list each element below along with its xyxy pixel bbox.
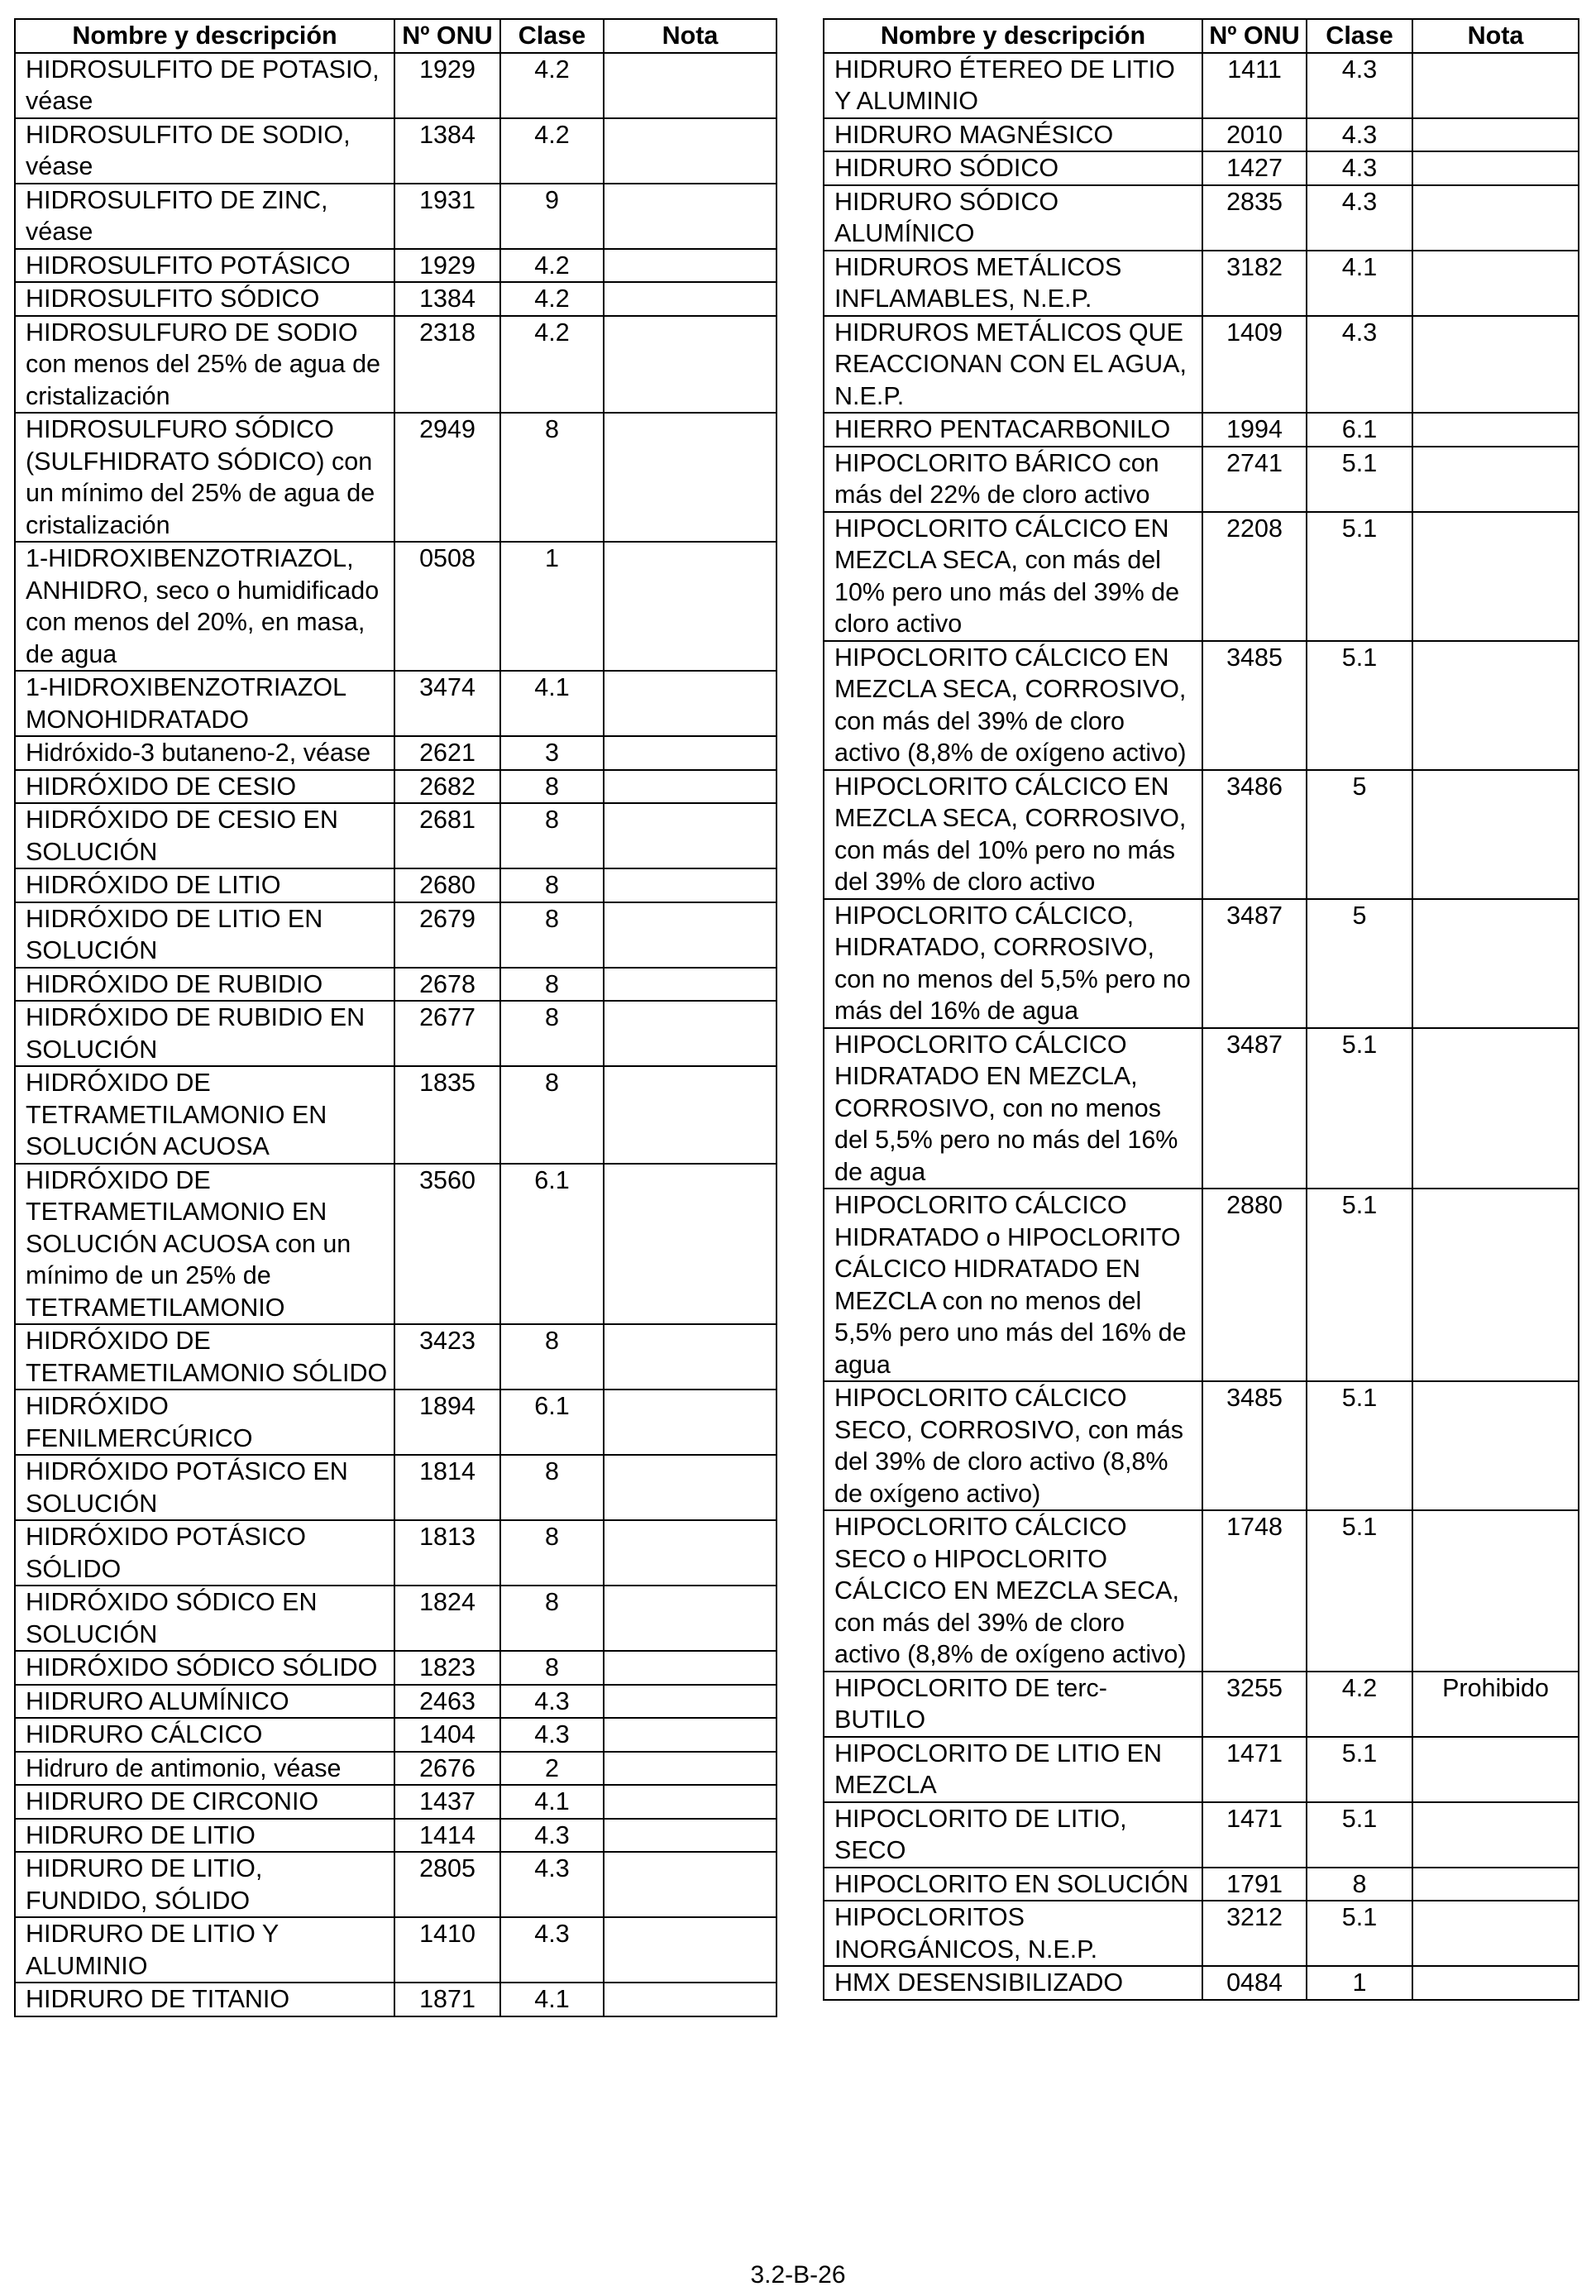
- cell-note: [604, 736, 776, 770]
- cell-class: 5.1: [1307, 1381, 1412, 1510]
- cell-name: HIPOCLORITO CÁLCICO HIDRATADO o HIPOCLORITO CÁLCICO HIDRATADO EN MEZCLA con no menos del 5,5% pero uno más del 16% de agua: [824, 1189, 1202, 1381]
- cell-class: 2: [500, 1752, 604, 1786]
- cell-class: 4.2: [500, 53, 604, 118]
- cell-note: [1412, 1901, 1579, 1966]
- table-row: [15, 1917, 776, 1983]
- cell-class: 5.1: [1307, 1028, 1412, 1189]
- cell-un-number: 1384: [394, 118, 500, 184]
- cell-note: [604, 770, 776, 804]
- cell-class: 4.1: [500, 1785, 604, 1819]
- cell-name: HIDRURO DE LITIO: [15, 1819, 394, 1853]
- table-row: [15, 1651, 776, 1685]
- cell-class: 5.1: [1307, 1802, 1412, 1868]
- cell-un-number: 1871: [394, 1983, 500, 2016]
- table-row: [15, 671, 776, 736]
- cell-un-number: 2208: [1202, 512, 1307, 641]
- cell-un-number: 3487: [1202, 1028, 1307, 1189]
- header-note: Nota: [604, 19, 776, 53]
- cell-name: HIDRURO DE CIRCONIO: [15, 1785, 394, 1819]
- cell-un-number: 1823: [394, 1651, 500, 1685]
- cell-un-number: 3255: [1202, 1672, 1307, 1737]
- cell-name: HIPOCLORITO CÁLCICO EN MEZCLA SECA, con más del 10% pero uno más del 39% de cloro activo: [824, 512, 1202, 641]
- table-row: [15, 1718, 776, 1752]
- cell-class: 5.1: [1307, 1737, 1412, 1802]
- cell-class: 4.2: [500, 282, 604, 316]
- cell-name: HIDROSULFITO DE SODIO, véase: [15, 118, 394, 184]
- cell-un-number: 2682: [394, 770, 500, 804]
- cell-name: Hidruro de antimonio, véase: [15, 1752, 394, 1786]
- cell-class: 5.1: [1307, 512, 1412, 641]
- cell-name: HIPOCLORITO CÁLCICO HIDRATADO EN MEZCLA, CORROSIVO, con no menos del 5,5% pero no más del 16% de agua: [824, 1028, 1202, 1189]
- cell-un-number: 1427: [1202, 151, 1307, 185]
- cell-note: [1412, 1510, 1579, 1672]
- cell-un-number: 3486: [1202, 770, 1307, 899]
- cell-note: [1412, 1966, 1579, 2000]
- dangerous-goods-table-left: [14, 18, 777, 2017]
- cell-class: 4.3: [1307, 118, 1412, 152]
- table-row: [15, 1983, 776, 2016]
- cell-un-number: 1814: [394, 1455, 500, 1520]
- cell-name: HIDRURO CÁLCICO: [15, 1718, 394, 1752]
- cell-note: [604, 1752, 776, 1786]
- cell-name: HIDRURO DE LITIO Y ALUMINIO: [15, 1917, 394, 1983]
- table-row: [824, 151, 1579, 185]
- cell-note: [1412, 1189, 1579, 1381]
- cell-class: 6.1: [1307, 413, 1412, 447]
- cell-name: HIDRÓXIDO FENILMERCÚRICO: [15, 1390, 394, 1455]
- cell-class: 8: [500, 868, 604, 902]
- cell-class: 4.3: [500, 1685, 604, 1719]
- cell-un-number: 1409: [1202, 316, 1307, 414]
- cell-class: 5.1: [1307, 1189, 1412, 1381]
- cell-un-number: 2741: [1202, 447, 1307, 512]
- cell-un-number: 3485: [1202, 1381, 1307, 1510]
- table-row: [15, 1001, 776, 1066]
- cell-name: HIPOCLORITO CÁLCICO EN MEZCLA SECA, CORROSIVO, con más del 10% pero no más del 39% de cloro activo: [824, 770, 1202, 899]
- table-row: [15, 53, 776, 118]
- cell-note: [604, 282, 776, 316]
- cell-name: HIDROSULFURO DE SODIO con menos del 25% de agua de cristalización: [15, 316, 394, 414]
- cell-class: 6.1: [500, 1164, 604, 1325]
- cell-name: 1-HIDROXIBENZOTRIAZOL, ANHIDRO, seco o humidificado con menos del 20%, en masa, de agua: [15, 542, 394, 671]
- cell-un-number: 1813: [394, 1520, 500, 1586]
- table-row: [15, 1685, 776, 1719]
- cell-name: HIDRURO ALUMÍNICO: [15, 1685, 394, 1719]
- cell-note: [1412, 53, 1579, 118]
- cell-un-number: 2949: [394, 413, 500, 542]
- cell-class: 4.3: [500, 1917, 604, 1983]
- cell-class: 8: [500, 770, 604, 804]
- cell-name: HIDRÓXIDO SÓDICO SÓLIDO: [15, 1651, 394, 1685]
- cell-name: HIERRO PENTACARBONILO: [824, 413, 1202, 447]
- cell-note: [604, 1520, 776, 1586]
- cell-note: [604, 968, 776, 1002]
- header-name: Nombre y descripción: [824, 19, 1202, 53]
- cell-name: HIDROSULFITO DE ZINC, véase: [15, 184, 394, 249]
- cell-note: [604, 1066, 776, 1164]
- cell-class: 8: [500, 413, 604, 542]
- cell-name: HIDRÓXIDO DE LITIO: [15, 868, 394, 902]
- cell-un-number: 0508: [394, 542, 500, 671]
- cell-note: [604, 1852, 776, 1917]
- cell-note: [604, 868, 776, 902]
- cell-note: [604, 1917, 776, 1983]
- table-row: [15, 868, 776, 902]
- cell-un-number: 3485: [1202, 641, 1307, 770]
- table-row: [15, 1066, 776, 1164]
- cell-name: HIDROSULFITO DE POTASIO, véase: [15, 53, 394, 118]
- cell-class: 8: [500, 1001, 604, 1066]
- cell-un-number: 1824: [394, 1586, 500, 1651]
- cell-note: [604, 413, 776, 542]
- cell-un-number: 3560: [394, 1164, 500, 1325]
- cell-name: HIDRURO SÓDICO: [824, 151, 1202, 185]
- cell-class: 5.1: [1307, 641, 1412, 770]
- table-row: [824, 413, 1579, 447]
- table-row: [824, 1901, 1579, 1966]
- cell-un-number: 2621: [394, 736, 500, 770]
- cell-note: [1412, 1381, 1579, 1510]
- cell-class: 4.1: [500, 1983, 604, 2016]
- cell-un-number: 1931: [394, 184, 500, 249]
- table-row: [15, 1752, 776, 1786]
- cell-note: [604, 1651, 776, 1685]
- table-row: [824, 1672, 1579, 1737]
- cell-note: [1412, 1868, 1579, 1901]
- table-row: [15, 1164, 776, 1325]
- cell-un-number: 3474: [394, 671, 500, 736]
- cell-un-number: 1384: [394, 282, 500, 316]
- cell-note: [604, 542, 776, 671]
- header-class: Clase: [1307, 19, 1412, 53]
- cell-class: 5: [1307, 770, 1412, 899]
- cell-un-number: 1411: [1202, 53, 1307, 118]
- cell-name: HIDRÓXIDO DE CESIO: [15, 770, 394, 804]
- table-row: [15, 1819, 776, 1853]
- cell-name: HIPOCLORITO BÁRICO con más del 22% de cloro activo: [824, 447, 1202, 512]
- table-row: [15, 803, 776, 868]
- cell-note: [1412, 512, 1579, 641]
- cell-name: HIDRÓXIDO POTÁSICO SÓLIDO: [15, 1520, 394, 1586]
- cell-note: [604, 1785, 776, 1819]
- cell-un-number: 2010: [1202, 118, 1307, 152]
- cell-un-number: 0484: [1202, 1966, 1307, 2000]
- cell-un-number: 2676: [394, 1752, 500, 1786]
- cell-name: HIDRÓXIDO DE RUBIDIO: [15, 968, 394, 1002]
- cell-name: HIPOCLORITO CÁLCICO SECO o HIPOCLORITO CÁLCICO EN MEZCLA SECA, con más del 39% de cloro activo (8,8% de oxígeno activo): [824, 1510, 1202, 1672]
- cell-name: HIPOCLORITOS INORGÁNICOS, N.E.P.: [824, 1901, 1202, 1966]
- table-row: [15, 1785, 776, 1819]
- cell-un-number: 2463: [394, 1685, 500, 1719]
- cell-name: 1-HIDROXIBENZOTRIAZOL MONOHIDRATADO: [15, 671, 394, 736]
- table-row: [15, 902, 776, 968]
- cell-un-number: 1471: [1202, 1737, 1307, 1802]
- table-body-left: [15, 53, 776, 2016]
- cell-name: HIDRÓXIDO DE TETRAMETILAMONIO EN SOLUCIÓN ACUOSA con un mínimo de un 25% de TETRAMETILAMONIO: [15, 1164, 394, 1325]
- cell-class: 4.3: [1307, 53, 1412, 118]
- cell-class: 8: [1307, 1868, 1412, 1901]
- cell-note: [604, 1685, 776, 1719]
- cell-note: [604, 184, 776, 249]
- cell-name: HIDRURO DE TITANIO: [15, 1983, 394, 2016]
- table-row: [824, 770, 1579, 899]
- table-row: [15, 968, 776, 1002]
- header-note: Nota: [1412, 19, 1579, 53]
- cell-name: HIDRÓXIDO DE TETRAMETILAMONIO SÓLIDO: [15, 1324, 394, 1390]
- cell-un-number: 3487: [1202, 899, 1307, 1028]
- cell-class: 4.3: [500, 1819, 604, 1853]
- cell-un-number: 1471: [1202, 1802, 1307, 1868]
- table-row: [15, 770, 776, 804]
- table-row: [15, 316, 776, 414]
- cell-class: 3: [500, 736, 604, 770]
- cell-note: [1412, 770, 1579, 899]
- table-row: [824, 512, 1579, 641]
- cell-note: [604, 118, 776, 184]
- cell-name: HIPOCLORITO DE LITIO, SECO: [824, 1802, 1202, 1868]
- cell-note: [1412, 151, 1579, 185]
- header-class: Clase: [500, 19, 604, 53]
- table-row: [15, 1455, 776, 1520]
- table-row: [824, 899, 1579, 1028]
- table-header-row: [824, 19, 1579, 53]
- cell-name: HMX DESENSIBILIZADO: [824, 1966, 1202, 2000]
- cell-name: HIDRURO SÓDICO ALUMÍNICO: [824, 185, 1202, 251]
- table-row: [824, 1510, 1579, 1672]
- table-row: [15, 542, 776, 671]
- cell-un-number: 1404: [394, 1718, 500, 1752]
- cell-class: 1: [1307, 1966, 1412, 2000]
- cell-un-number: 1437: [394, 1785, 500, 1819]
- dangerous-goods-table-right: [823, 18, 1579, 2001]
- cell-note: [1412, 1737, 1579, 1802]
- cell-note: [1412, 413, 1579, 447]
- cell-name: HIDRÓXIDO POTÁSICO EN SOLUCIÓN: [15, 1455, 394, 1520]
- cell-name: HIDRURO MAGNÉSICO: [824, 118, 1202, 152]
- table-row: [15, 184, 776, 249]
- cell-note: [1412, 899, 1579, 1028]
- header-un-number: Nº ONU: [394, 19, 500, 53]
- table-row: [824, 1802, 1579, 1868]
- cell-class: 8: [500, 1324, 604, 1390]
- table-row: [15, 1852, 776, 1917]
- cell-name: HIDRUROS METÁLICOS QUE REACCIONAN CON EL AGUA, N.E.P.: [824, 316, 1202, 414]
- cell-note: [1412, 641, 1579, 770]
- cell-un-number: 1929: [394, 53, 500, 118]
- cell-un-number: 1414: [394, 1819, 500, 1853]
- cell-note: [604, 1324, 776, 1390]
- cell-note: [604, 1164, 776, 1325]
- cell-name: HIPOCLORITO CÁLCICO, HIDRATADO, CORROSIVO, con no menos del 5,5% pero no más del 16% de agua: [824, 899, 1202, 1028]
- cell-note: [604, 671, 776, 736]
- cell-class: 4.3: [1307, 185, 1412, 251]
- cell-un-number: 2880: [1202, 1189, 1307, 1381]
- cell-note: Prohibido: [1412, 1672, 1579, 1737]
- cell-class: 4.3: [500, 1718, 604, 1752]
- cell-name: HIDRUROS METÁLICOS INFLAMABLES, N.E.P.: [824, 251, 1202, 316]
- cell-un-number: 1929: [394, 249, 500, 283]
- cell-note: [1412, 251, 1579, 316]
- cell-name: HIDROSULFURO SÓDICO (SULFHIDRATO SÓDICO) con un mínimo del 25% de agua de cristalización: [15, 413, 394, 542]
- cell-note: [1412, 185, 1579, 251]
- table-header-row: [15, 19, 776, 53]
- cell-class: 4.3: [1307, 151, 1412, 185]
- cell-note: [604, 1718, 776, 1752]
- cell-class: 4.2: [500, 249, 604, 283]
- cell-class: 4.3: [1307, 316, 1412, 414]
- cell-un-number: 1791: [1202, 1868, 1307, 1901]
- cell-name: HIDRÓXIDO DE TETRAMETILAMONIO EN SOLUCIÓN ACUOSA: [15, 1066, 394, 1164]
- cell-un-number: 3423: [394, 1324, 500, 1390]
- table-row: [15, 1586, 776, 1651]
- cell-un-number: 3212: [1202, 1901, 1307, 1966]
- cell-name: HIDRÓXIDO DE CESIO EN SOLUCIÓN: [15, 803, 394, 868]
- page-number: 3.2-B-26: [750, 2261, 846, 2289]
- table-row: [824, 1868, 1579, 1901]
- cell-class: 8: [500, 902, 604, 968]
- cell-un-number: 2677: [394, 1001, 500, 1066]
- cell-note: [604, 1390, 776, 1455]
- cell-note: [604, 1455, 776, 1520]
- table-row: [824, 641, 1579, 770]
- cell-name: HIPOCLORITO CÁLCICO SECO, CORROSIVO, con más del 39% de cloro activo (8,8% de oxígeno activo): [824, 1381, 1202, 1510]
- cell-note: [1412, 1028, 1579, 1189]
- cell-class: 8: [500, 968, 604, 1002]
- cell-note: [604, 53, 776, 118]
- table-row: [824, 185, 1579, 251]
- cell-class: 8: [500, 1586, 604, 1651]
- table-row: [824, 118, 1579, 152]
- cell-class: 4.2: [500, 316, 604, 414]
- table-row: [824, 1189, 1579, 1381]
- cell-name: HIDRURO DE LITIO, FUNDIDO, SÓLIDO: [15, 1852, 394, 1917]
- table-row: [15, 118, 776, 184]
- cell-note: [604, 803, 776, 868]
- cell-note: [604, 1983, 776, 2016]
- cell-class: 8: [500, 1520, 604, 1586]
- cell-class: 8: [500, 1455, 604, 1520]
- cell-un-number: 1835: [394, 1066, 500, 1164]
- cell-class: 8: [500, 803, 604, 868]
- table-row: [824, 251, 1579, 316]
- cell-name: HIPOCLORITO DE terc-BUTILO: [824, 1672, 1202, 1737]
- table-row: [824, 1028, 1579, 1189]
- table-row: [824, 316, 1579, 414]
- cell-un-number: 2680: [394, 868, 500, 902]
- cell-un-number: 3182: [1202, 251, 1307, 316]
- cell-name: HIDRÓXIDO SÓDICO EN SOLUCIÓN: [15, 1586, 394, 1651]
- cell-class: 5: [1307, 899, 1412, 1028]
- cell-class: 4.1: [500, 671, 604, 736]
- table-row: [824, 53, 1579, 118]
- cell-name: HIPOCLORITO EN SOLUCIÓN: [824, 1868, 1202, 1901]
- cell-note: [1412, 1802, 1579, 1868]
- cell-class: 5.1: [1307, 447, 1412, 512]
- table-row: [824, 1737, 1579, 1802]
- table-row: [15, 1520, 776, 1586]
- cell-note: [604, 249, 776, 283]
- cell-note: [604, 902, 776, 968]
- cell-un-number: 2679: [394, 902, 500, 968]
- cell-class: 5.1: [1307, 1510, 1412, 1672]
- cell-class: 4.2: [500, 118, 604, 184]
- table-row: [15, 413, 776, 542]
- cell-class: 8: [500, 1066, 604, 1164]
- cell-un-number: 2681: [394, 803, 500, 868]
- header-un-number: Nº ONU: [1202, 19, 1307, 53]
- cell-class: 9: [500, 184, 604, 249]
- cell-name: HIDRURO ÉTEREO DE LITIO Y ALUMINIO: [824, 53, 1202, 118]
- cell-class: 6.1: [500, 1390, 604, 1455]
- cell-un-number: 2835: [1202, 185, 1307, 251]
- cell-note: [604, 1586, 776, 1651]
- cell-un-number: 2678: [394, 968, 500, 1002]
- table-row: [15, 282, 776, 316]
- table-row: [15, 1390, 776, 1455]
- cell-un-number: 1410: [394, 1917, 500, 1983]
- cell-un-number: 2805: [394, 1852, 500, 1917]
- table-row: [15, 1324, 776, 1390]
- table-row: [824, 447, 1579, 512]
- cell-name: Hidróxido-3 butaneno-2, véase: [15, 736, 394, 770]
- cell-note: [604, 1819, 776, 1853]
- cell-class: 5.1: [1307, 1901, 1412, 1966]
- cell-un-number: 1748: [1202, 1510, 1307, 1672]
- cell-class: 8: [500, 1651, 604, 1685]
- cell-name: HIPOCLORITO DE LITIO EN MEZCLA: [824, 1737, 1202, 1802]
- cell-class: 4.3: [500, 1852, 604, 1917]
- cell-un-number: 1894: [394, 1390, 500, 1455]
- cell-name: HIDROSULFITO POTÁSICO: [15, 249, 394, 283]
- table-body-right: [824, 53, 1579, 2000]
- cell-note: [1412, 447, 1579, 512]
- cell-class: 1: [500, 542, 604, 671]
- cell-note: [604, 316, 776, 414]
- cell-note: [1412, 118, 1579, 152]
- cell-un-number: 1994: [1202, 413, 1307, 447]
- cell-un-number: 2318: [394, 316, 500, 414]
- table-row: [824, 1966, 1579, 2000]
- cell-note: [1412, 316, 1579, 414]
- header-name: Nombre y descripción: [15, 19, 394, 53]
- cell-class: 4.2: [1307, 1672, 1412, 1737]
- cell-name: HIDRÓXIDO DE LITIO EN SOLUCIÓN: [15, 902, 394, 968]
- cell-name: HIDRÓXIDO DE RUBIDIO EN SOLUCIÓN: [15, 1001, 394, 1066]
- table-row: [824, 1381, 1579, 1510]
- cell-note: [604, 1001, 776, 1066]
- table-row: [15, 736, 776, 770]
- cell-name: HIPOCLORITO CÁLCICO EN MEZCLA SECA, CORROSIVO, con más del 39% de cloro activo (8,8% de oxígeno activo): [824, 641, 1202, 770]
- cell-class: 4.1: [1307, 251, 1412, 316]
- cell-name: HIDROSULFITO SÓDICO: [15, 282, 394, 316]
- table-row: [15, 249, 776, 283]
